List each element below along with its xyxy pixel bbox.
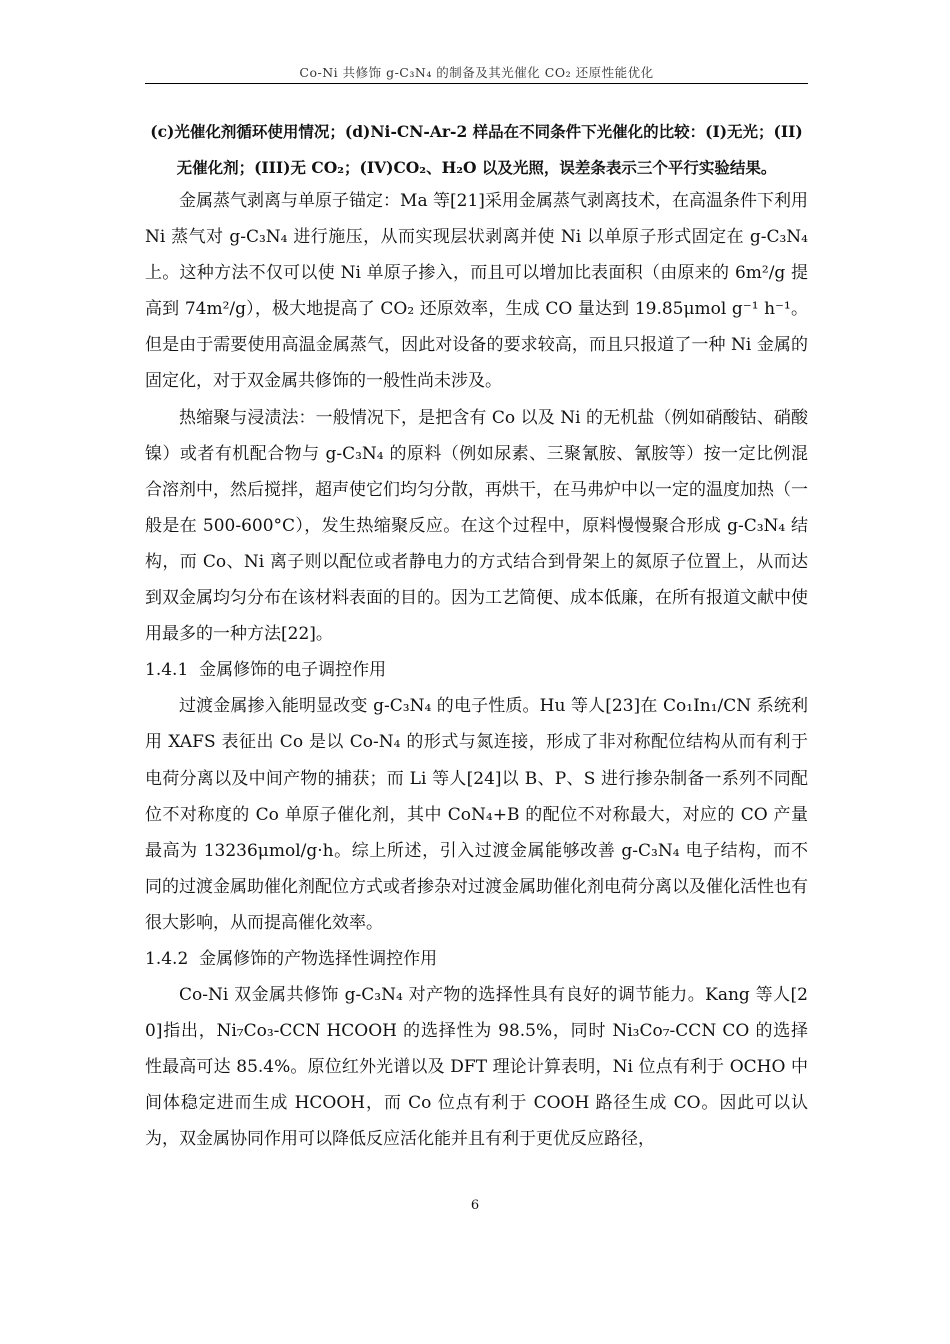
section-number: 1.4.1	[145, 660, 189, 681]
paragraph-metal-vapor: 金属蒸气剥离与单原子锚定：Ma 等[21]采用金属蒸气剥离技术，在高温条件下利用 Ni 蒸气对 g-C₃N₄ 进行施压，从而实现层状剥离并使 Ni 以单原子形式固定在 g-C₃N₄ 上。这种方法不仅可以使 Ni 单原子掺入，而且可以增加比表面积（由原来的 6m²/g 提高到 74m²/g），极大地提高了 CO₂ 还原效率，生成 CO 量达到 19.85μmol g⁻¹ h⁻¹。但是由于需要使用高温金属蒸气，因此对设备的要求较高，而且只报道了一种 Ni 金属的固定化，对于双金属共修饰的一般性尚未涉及。	[145, 191, 808, 392]
caption-line-2: 无催化剂；(III)无 CO₂；(IV)CO₂、H₂O 以及光照，误差条表示三个平行实验结果。	[176, 158, 777, 177]
paragraph-thermal-polycondensation: 热缩聚与浸渍法：一般情况下，是把含有 Co 以及 Ni 的无机盐（例如硝酸钴、硝酸镍）或者有机配合物与 g-C₃N₄ 的原料（例如尿素、三聚氰胺、氰胺等）按一定比例混合溶剂中，然后搅拌，超声使它们均匀分散，再烘干，在马弗炉中以一定的温度加热（一般是在 500-600°C），发生热缩聚反应。在这个过程中，原料慢慢聚合形成 g-C₃N₄ 结构，而 Co、Ni 离子则以配位或者静电力的方式结合到骨架上的氮原子位置上，从而达到双金属均匀分布在该材料表面的目的。因为工艺简便、成本低廉，在所有报道文献中使用最多的一种方法[22]。	[145, 407, 808, 645]
figure-caption	[145, 114, 808, 186]
page-number: 6	[470, 1198, 480, 1213]
caption-line-1: (c)光催化剂循环使用情况；(d)Ni-CN-Ar-2 样品在不同条件下光催化的比较：(I)无光；(II)	[150, 122, 803, 141]
section-heading-1-4-2	[145, 941, 808, 977]
header-rule	[145, 83, 808, 84]
paragraph-selectivity: Co-Ni 双金属共修饰 g-C₃N₄ 对产物的选择性具有良好的调节能力。Kang 等人[20]指出，Ni₇Co₃-CCN HCOOH 的选择性为 98.5%，同时 Ni₃Co₇-CCN CO 的选择性最高可达 85.4%。原位红外光谱以及 DFT 理论计算表明，Ni 位点有利于 OCHO 中间体稳定进而生成 HCOOH，而 Co 位点有利于 COOH 路径生成 CO。因此可以认为，双金属协同作用可以降低反应活化能并且有利于更优反应路径，	[145, 985, 808, 1150]
section-title: 金属修饰的产物选择性调控作用	[199, 948, 438, 969]
paragraph-electronic-regulation: 过渡金属掺入能明显改变 g-C₃N₄ 的电子性质。Hu 等人[23]在 Co₁In₁/CN 系统利用 XAFS 表征出 Co 是以 Co-N₄ 的形式与氮连接，形成了非对称配位结构从而有利于电荷分离以及中间产物的捕获；而 Li 等人[24]以 B、P、S 进行掺杂制备一系列不同配位不对称度的 Co 单原子催化剂，其中 CoN₄+B 的配位不对称最大，对应的 CO 产量最高为 13236μmol/g·h。综上所述，引入过渡金属能够改善 g-C₃N₄ 电子结构，而不同的过渡金属助催化剂配位方式或者掺杂对过渡金属助催化剂电荷分离以及催化活性也有很大影响，从而提高催化效率。	[145, 696, 808, 933]
section-number: 1.4.2	[145, 948, 189, 969]
section-title: 金属修饰的电子调控作用	[199, 660, 387, 681]
body-text	[145, 183, 808, 1158]
running-header: Co-Ni 共修饰 g-C₃N₄ 的制备及其光催化 CO₂ 还原性能优化	[299, 65, 654, 80]
section-heading-1-4-1	[145, 652, 808, 688]
